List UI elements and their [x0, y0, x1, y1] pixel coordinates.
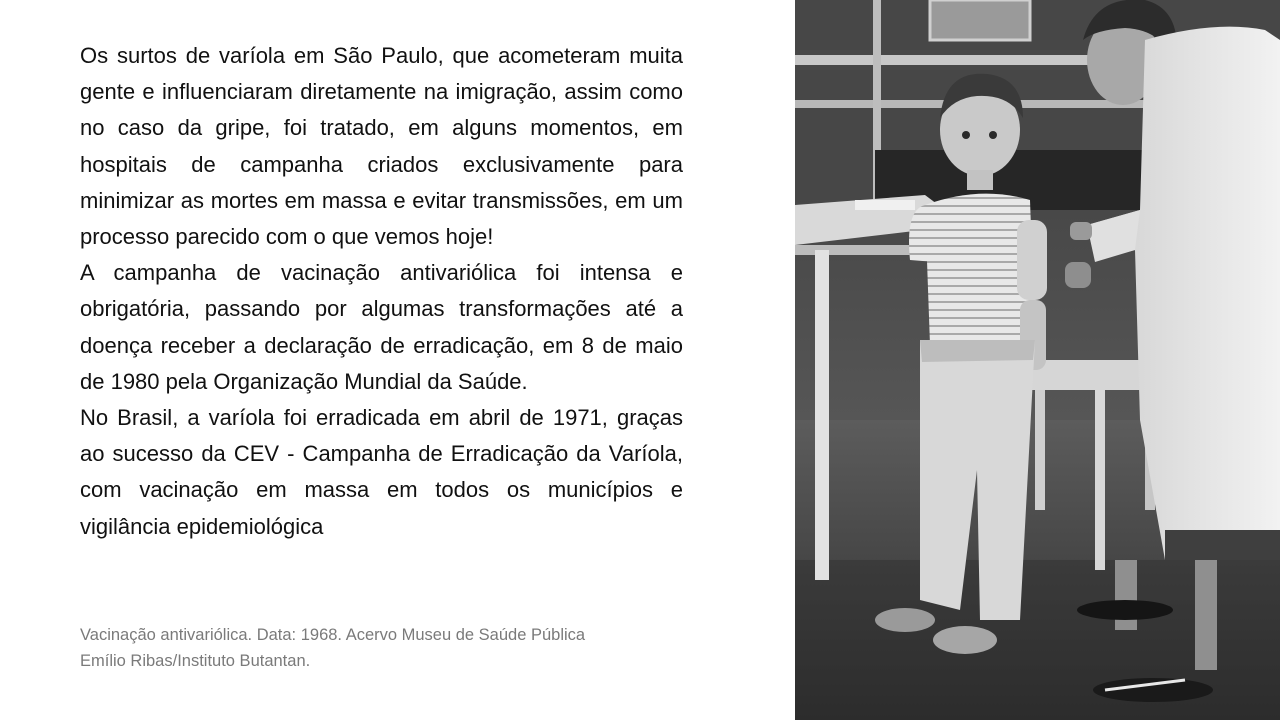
vaccination-photo-illustration [795, 0, 1280, 720]
caption-line-1: Vacinação antivariólica. Data: 1968. Acervo Museu de Saúde Pública [80, 626, 586, 644]
paragraph-vaccination-campaign: A campanha de vacinação antivariólica foi intensa e obrigatória, passando por algumas transformações até a doença receber a declaração de erradicação, em 8 de maio de 1980 pela Organização Mundial da Saúde. [80, 260, 683, 394]
body-text [80, 38, 683, 545]
caption-line-2: Emílio Ribas/Instituto Butantan. [80, 652, 311, 670]
paragraph-eradication-brazil: No Brasil, a varíola foi erradicada em abril de 1971, graças ao sucesso da CEV - Campanha de Erradicação da Varíola, com vacinação em massa em todos os municípios e vigilância epidemiológica [80, 405, 683, 539]
photo-caption [80, 622, 700, 674]
vaccination-photo [795, 0, 1280, 720]
paragraph-outbreaks: Os surtos de varíola em São Paulo, que acometeram muita gente e influenciaram diretamente na imigração, assim como no caso da gripe, foi tratado, em alguns momentos, em hospitais de campanha criados exclusivamente para minimizar as mortes em massa e evitar transmissões, em um processo parecido com o que vemos hoje! [80, 43, 683, 250]
